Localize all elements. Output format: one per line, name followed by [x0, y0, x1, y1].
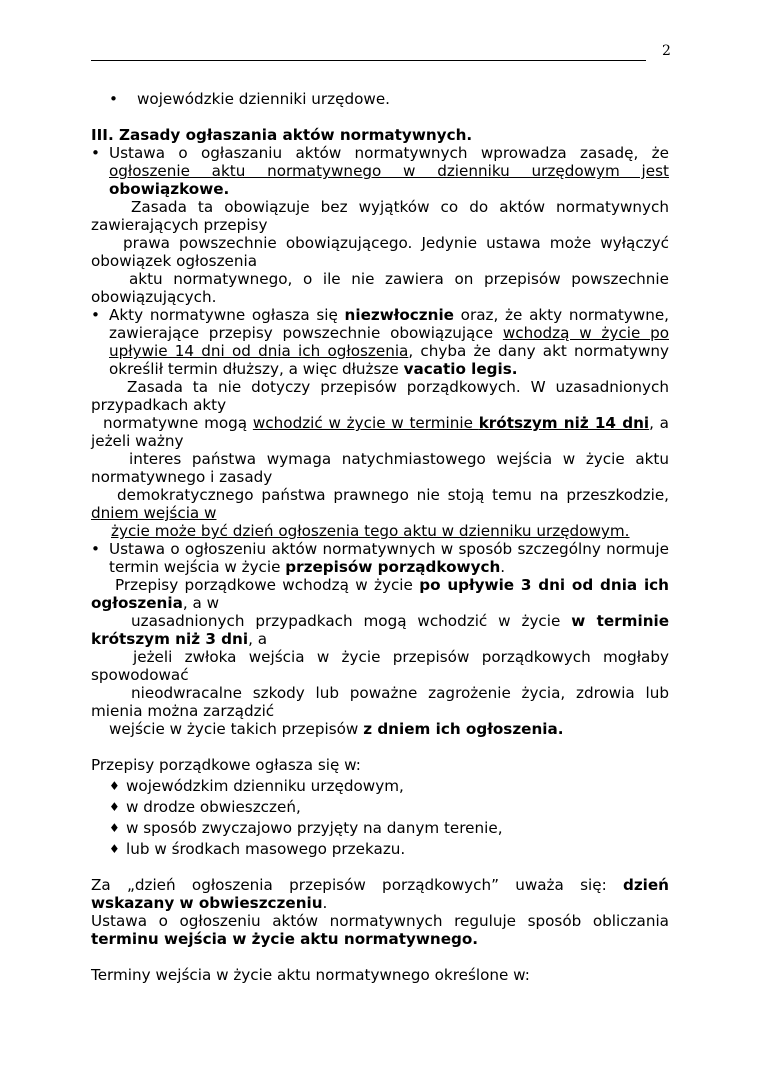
list-item: [91, 777, 669, 795]
bold-text: w terminie krótszym niż 3 dni: [91, 612, 670, 648]
paragraph-line: [91, 414, 669, 450]
text: jeżeli zwłoka wejścia w życie przepisów porządkowych mogłaby spowodować: [91, 648, 669, 684]
text: Zasada ta nie dotyczy przepisów porządkowych. W uzasadnionych przypadkach akty: [91, 378, 669, 414]
text: .: [322, 894, 328, 912]
paragraph-line: [91, 450, 669, 486]
text: uzasadnionych przypadkach mogą wchodzić w życie: [131, 612, 572, 630]
bullet-item: [91, 90, 669, 108]
bold-text: z dniem ich ogłoszenia.: [363, 720, 564, 738]
bullet-text: wojewódzkie dzienniki urzędowe.: [137, 90, 390, 108]
paragraph-line: [91, 234, 669, 270]
bold-text: vacatio legis.: [403, 360, 518, 378]
page-number: 2: [662, 43, 671, 59]
text: Przepisy porządkowe wchodzą w życie: [115, 576, 420, 594]
bold-underlined-text: krótszym niż 14 dni: [478, 414, 650, 432]
text: Za „dzień ogłoszenia przepisów porządkowych” uważa się:: [91, 876, 623, 894]
text: wejście w życie takich przepisów: [109, 720, 364, 738]
text: wojewódzkim dzienniku urzędowym,: [126, 777, 404, 795]
bold-text: terminu wejścia w życie aktu normatywnego.: [91, 930, 479, 948]
document-body: [91, 90, 669, 984]
underlined-text: ogłoszenie aktu normatywnego w dzienniku urzędowym jest: [109, 162, 669, 180]
bullet-icon: •: [91, 306, 100, 324]
text: Przepisy porządkowe ogłasza się w:: [91, 756, 361, 774]
paragraph-line: [91, 576, 669, 612]
bullet-icon: •: [109, 90, 118, 108]
section-heading: [91, 126, 669, 144]
text: oraz, że akty normatywne, zawierające przepisy powszechnie obowiązujące: [109, 306, 669, 342]
text: w sposób zwyczajowo przyjęty na danym terenie,: [126, 819, 503, 837]
text: , chyba że dany akt normatywny określił termin dłuższy, a więc dłuższe: [109, 342, 669, 378]
bold-text: po upływie 3 dni od dnia ich ogłoszenia: [91, 576, 669, 612]
underlined-text: dniem wejścia w: [91, 504, 217, 522]
text: .: [500, 558, 506, 576]
paragraph-line: [91, 486, 669, 522]
bullet-icon: •: [91, 144, 100, 162]
list-item: [91, 840, 669, 858]
bullet-paragraph-3: [91, 540, 669, 576]
text: , a w: [182, 594, 220, 612]
bullet-paragraph-2: [91, 306, 669, 378]
list-item: [91, 798, 669, 816]
text: Zasada ta obowiązuje bez wyjątków co do aktów normatywnych zawierających przepisy: [91, 198, 669, 234]
bold-text: dzień wskazany w obwieszczeniu: [91, 876, 669, 912]
paragraph: [91, 966, 669, 984]
text: , a jeżeli ważny: [91, 414, 669, 450]
text: normatywne mogą: [103, 414, 253, 432]
text: interes państwa wymaga natychmiastowego wejścia w życie aktu normatywnego i zasady: [91, 450, 669, 486]
text: prawa powszechnie obowiązującego. Jedynie ustawa może wyłączyć obowiązek ogłoszenia: [91, 234, 669, 270]
paragraph-line: [91, 378, 669, 414]
underlined-text: życie może być dzień ogłoszenia tego aktu w dzienniku urzędowym.: [111, 522, 630, 540]
paragraph-line: [91, 198, 669, 234]
text: Ustawa o ogłaszaniu aktów normatywnych wprowadza zasadę, że: [109, 144, 669, 162]
diamond-bullet-icon: ♦: [109, 779, 120, 793]
paragraph: [91, 876, 669, 912]
text: Ustawa o ogłoszeniu aktów normatywnych w sposób szczególny normuje termin wejścia w życie: [109, 540, 669, 576]
bold-text: niezwłocznie: [344, 306, 454, 324]
paragraph: [91, 912, 669, 948]
diamond-bullet-icon: ♦: [109, 821, 120, 835]
text: w drodze obwieszczeń,: [126, 798, 301, 816]
paragraph-line: [91, 720, 669, 738]
text: demokratycznego państwa prawnego nie stoją temu na przeszkodzie,: [117, 486, 669, 504]
text: aktu normatywnego, o ile nie zawiera on przepisów powszechnie obowiązujących.: [91, 270, 669, 306]
bold-text: obowiązkowe.: [109, 180, 230, 198]
bold-text: przepisów porządkowych: [285, 558, 501, 576]
paragraph-line: [91, 648, 669, 684]
text: Terminy wejścia w życie aktu normatywnego określone w:: [91, 966, 530, 984]
text: Akty normatywne ogłasza się: [109, 306, 345, 324]
bullet-paragraph-1: [91, 144, 669, 198]
text: nieodwracalne szkody lub poważne zagrożenie życia, zdrowia lub mienia można zarządzić: [91, 684, 669, 720]
underlined-text: wchodzą w życie po upływie 14 dni od dnia ich ogłoszenia: [109, 324, 670, 360]
text: , a: [248, 630, 268, 648]
list-intro: [91, 756, 669, 774]
bullet-icon: •: [91, 540, 100, 558]
underlined-text: wchodzić w życie w terminie: [252, 414, 479, 432]
paragraph-line: [91, 270, 669, 306]
diamond-bullet-icon: ♦: [109, 842, 120, 856]
list-item: [91, 819, 669, 837]
text: Ustawa o ogłoszeniu aktów normatywnych reguluje sposób obliczania: [91, 912, 669, 930]
paragraph-line: [91, 612, 669, 648]
diamond-bullet-icon: ♦: [109, 800, 120, 814]
text: lub w środkach masowego przekazu.: [126, 840, 406, 858]
paragraph-line: [91, 522, 669, 540]
section-heading-text: III. Zasady ogłaszania aktów normatywnych.: [91, 126, 473, 144]
header-rule: [91, 60, 646, 61]
paragraph-line: [91, 684, 669, 720]
